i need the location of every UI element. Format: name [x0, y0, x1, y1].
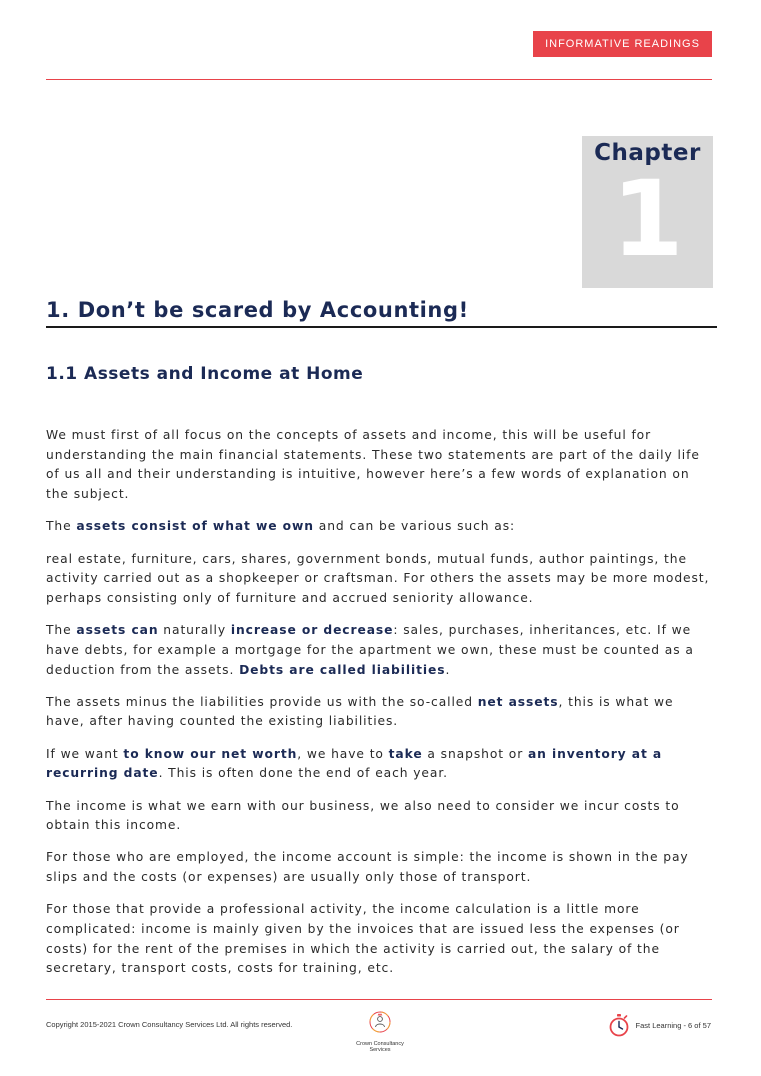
- paragraph-text: The: [46, 519, 77, 534]
- paragraph-text: .: [445, 662, 451, 677]
- logo-caption-line1: Crown Consultancy: [356, 1041, 404, 1047]
- crown-consultancy-logo-icon: [367, 1010, 393, 1034]
- copyright-text: Copyright 2015-2021 Crown Consultancy Services Ltd. All rights reserved.: [46, 1020, 293, 1029]
- paragraph: [46, 848, 714, 887]
- section-tag-label: INFORMATIVE READINGS: [545, 38, 700, 50]
- subsection-title: 1.1 Assets and Income at Home: [46, 364, 364, 384]
- company-logo: [354, 1010, 406, 1053]
- section-title: 1. Don’t be scared by Accounting!: [46, 298, 717, 328]
- emphasis-text: assets consist of what we own: [76, 519, 314, 534]
- emphasis-text: an inventory at a recurring date: [46, 746, 663, 781]
- logo-caption-line2: Services: [369, 1047, 391, 1053]
- emphasis-text: assets can: [76, 623, 159, 638]
- paragraph: [46, 900, 714, 979]
- paragraph: [46, 621, 714, 680]
- paragraph-text: , this is what we have, after having counted the existing liabilities.: [46, 694, 674, 729]
- emphasis-text: Debts are called liabilities: [239, 662, 446, 677]
- paragraph: [46, 797, 714, 836]
- emphasis-text: net assets: [477, 694, 559, 709]
- paragraph-text: The assets minus the liabilities provide us with the so-called: [46, 694, 478, 709]
- paragraph-text: : sales, purchases, inheritances, etc. If we have debts, for example a mortgage for the apartment we own, these must be counted as a deduction from the assets.: [46, 623, 694, 677]
- footer-divider: [46, 999, 712, 1000]
- body-text: [46, 426, 714, 992]
- paragraph-text: and can be various such as:: [313, 519, 516, 534]
- chapter-word: Chapter: [594, 140, 701, 166]
- paragraph-text: For those that provide a professional activity, the income calculation is a little more complicated: income is mainly given by the invoices that are issued less the expenses (or costs) for the rent of the premises in which the activity is carried out, the salary of the secretary, transport costs, costs for training, etc.: [46, 902, 680, 976]
- paragraph-text: If we want: [46, 746, 124, 761]
- stopwatch-icon: [608, 1013, 630, 1037]
- page-indicator: [608, 1013, 711, 1037]
- page-label: Fast Learning - 6 of 57: [635, 1020, 711, 1030]
- chapter-number: 1: [611, 158, 684, 280]
- section-tag: [533, 31, 712, 57]
- emphasis-text: increase or decrease: [230, 623, 394, 638]
- emphasis-text: to know our net worth: [123, 746, 298, 761]
- chapter-block: [582, 136, 713, 288]
- paragraph: [46, 745, 714, 784]
- paragraph: [46, 426, 714, 505]
- paragraph: [46, 550, 714, 609]
- paragraph-text: , we have to: [297, 746, 389, 761]
- paragraph-text: a snapshot or: [422, 746, 528, 761]
- paragraph-text: We must first of all focus on the concepts of assets and income, this will be useful for understanding the main financial statements. These two statements are part of the daily life of us all and their understanding is intuitive, however here’s a few words of explanation on the subject.: [46, 428, 700, 502]
- paragraph-text: The: [46, 623, 77, 638]
- paragraph: [46, 517, 714, 537]
- paragraph-text: For those who are employed, the income account is simple: the income is shown in the pay slips and the costs (or expenses) are usually only those of transport.: [46, 850, 689, 885]
- paragraph: [46, 693, 714, 732]
- header-divider: [46, 79, 712, 80]
- paragraph-text: . This is often done the end of each year.: [158, 766, 448, 781]
- paragraph-text: naturally: [158, 623, 231, 638]
- emphasis-text: take: [388, 746, 423, 761]
- paragraph-text: The income is what we earn with our business, we also need to consider we incur costs to obtain this income.: [46, 798, 680, 833]
- paragraph-text: real estate, furniture, cars, shares, government bonds, mutual funds, author paintings, the activity carried out as a shopkeeper or craftsman. For others the assets may be more modest, perhaps consisting only of furniture and accrued seniority allowance.: [46, 551, 710, 605]
